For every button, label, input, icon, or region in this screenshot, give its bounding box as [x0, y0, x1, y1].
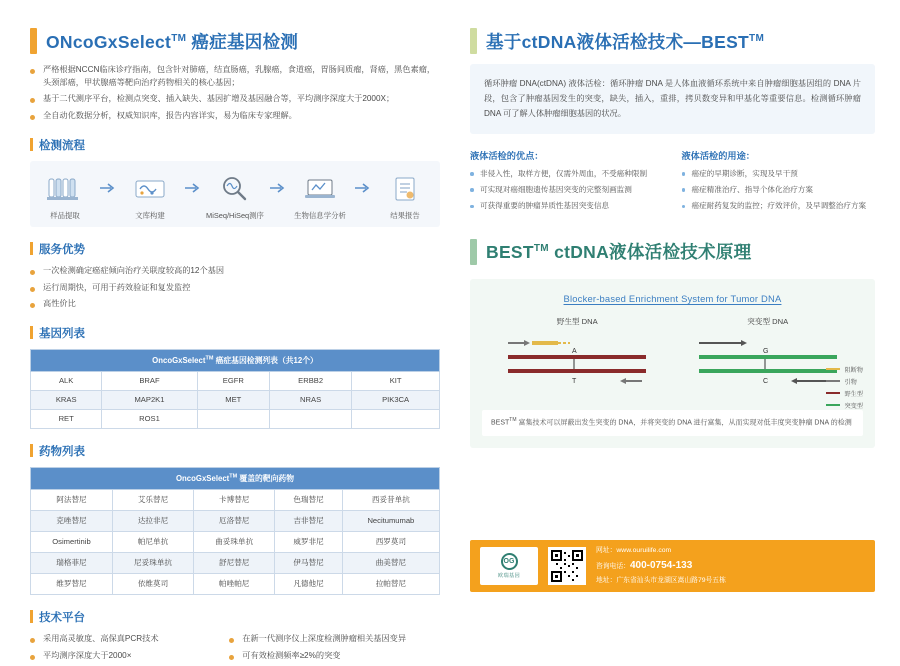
- ctdna-benefit-columns: [470, 148, 875, 217]
- header-rest: 覆盖的靶向药物: [237, 473, 294, 483]
- subheading-platform: [30, 609, 440, 625]
- drug-table-header: [31, 467, 440, 489]
- table-row: [31, 371, 440, 390]
- note-trademark: TM: [509, 416, 517, 423]
- title-main: ONcoGxSelect: [46, 31, 172, 52]
- website-line: [596, 545, 726, 557]
- ctdna-intro-paragraph: 循环肿瘤 DNA(ctDNA) 液体活检：循环肿瘤 DNA 是人体血液循环系统中来自肿瘤细胞基因组的 DNA 片段，包含了肿瘤基因发生的突变，缺失，插入，重排，拷贝数变异和甲基化等重要信息。检测循环肿瘤 DNA 可了解人体肿瘤细胞基因的状况。: [470, 64, 875, 134]
- report-document-icon: [376, 171, 434, 205]
- flow-step-label: 结果报告: [390, 210, 420, 220]
- table-cell: EGFR: [197, 371, 269, 390]
- header-main: OncoGxSelect: [152, 355, 206, 365]
- heading-accent-bar: [470, 28, 477, 54]
- note-prefix: BEST: [491, 419, 510, 427]
- subheading-label: 检测流程: [39, 139, 85, 152]
- flow-arrow-1: [100, 171, 116, 205]
- note-text: 富集技术可以屏蔽出发生突变的 DNA，并将突变的 DNA 进行富集，从而实现对低丰度突变肿瘤 DNA 的检测: [516, 419, 852, 427]
- table-cell: 尼妥珠单抗: [112, 552, 193, 573]
- header-trademark: TM: [229, 473, 238, 480]
- page-title: [46, 29, 298, 54]
- flow-step-sequencing: [206, 171, 264, 221]
- flow-arrow-2: [185, 171, 201, 205]
- flow-arrow-3: [270, 171, 286, 205]
- subheading-accent-bar: [30, 242, 33, 255]
- header-rest: 癌症基因检测列表（共12个）: [213, 355, 318, 365]
- website-value[interactable]: www.ouruilife.com: [616, 547, 672, 555]
- table-cell: 帕唑帕尼: [194, 573, 275, 594]
- table-cell: 拉帕替尼: [342, 573, 439, 594]
- best-caption-text: Blocker-based Enrichment System for Tumor DNA: [563, 292, 782, 304]
- flow-step-bioinformatics: [291, 171, 349, 221]
- list-item: 非侵入性，取样方便，仅需外周血，不受癌种限制: [470, 168, 664, 179]
- left-column: [30, 28, 440, 666]
- list-item: 一次检测确定癌症倾向治疗关联度较高的12个基因: [30, 265, 440, 278]
- table-cell: [352, 409, 440, 428]
- table-cell: 西罗莫司: [342, 531, 439, 552]
- advantages-heading: 液体活检的优点：: [470, 150, 544, 161]
- heading-accent-bar: [470, 239, 477, 265]
- flow-step-label: MiSeq/HiSeq测序: [206, 210, 264, 220]
- table-cell: 厄洛替尼: [194, 510, 275, 531]
- list-item: 平均测序深度大于2000×: [30, 650, 213, 663]
- section-heading-best: [470, 239, 875, 265]
- table-cell: 维罗替尼: [31, 573, 113, 594]
- subheading-label: 技术平台: [39, 611, 85, 624]
- subheading-advantages: [30, 241, 440, 257]
- advantages-list: [30, 265, 440, 311]
- platform-list-right: [229, 633, 440, 666]
- list-item: 采用高灵敏度、高保真PCR技术: [30, 633, 213, 646]
- table-row: [31, 552, 440, 573]
- ctdna-title: [486, 29, 764, 54]
- table-cell: ERBB2: [270, 371, 352, 390]
- table-cell: [270, 409, 352, 428]
- table-cell: 阿法替尼: [31, 489, 113, 510]
- wild-type-column: [490, 316, 665, 398]
- subheading-accent-bar: [30, 444, 33, 457]
- section-heading-ctdna: [470, 28, 875, 54]
- table-cell: 曲妥珠单抗: [194, 531, 275, 552]
- list-item: 运行周期快，可用于药效验证和复发监控: [30, 282, 440, 295]
- table-row: [31, 531, 440, 552]
- phone-value: 400-0754-133: [629, 560, 693, 572]
- legend-label: 野生型: [844, 390, 863, 398]
- list-item: 全自动化数据分析，权威知识库，报告内容详实，易为临床专家理解。: [30, 110, 440, 123]
- table-cell: NRAS: [270, 390, 352, 409]
- table-row: [31, 573, 440, 594]
- subheading-gene-list: [30, 325, 440, 341]
- table-cell: RET: [31, 409, 102, 428]
- table-cell: 卡博替尼: [194, 489, 275, 510]
- subheading-label: 药物列表: [39, 445, 85, 458]
- list-item: 可实现对癌细胞遗传基因突变的完整刻画监测: [470, 184, 664, 195]
- title-trademark: TM: [749, 32, 765, 44]
- tube-rack-icon: [36, 171, 94, 205]
- gene-table: [30, 349, 440, 429]
- subheading-label: 服务优势: [39, 243, 85, 256]
- flow-step-sample: [36, 171, 94, 221]
- table-cell: BRAF: [102, 371, 197, 390]
- table-cell: 达拉非尼: [112, 510, 193, 531]
- platform-lists: [30, 633, 440, 666]
- table-cell: 瑞格菲尼: [31, 552, 113, 573]
- sequencer-icon: [206, 171, 264, 205]
- right-column: [470, 28, 875, 448]
- qr-code-icon: [548, 547, 586, 585]
- legend-swatch: [826, 392, 840, 394]
- table-cell: 舒尼替尼: [194, 552, 275, 573]
- list-item: 可有效检测频率≥2%的突变: [229, 650, 440, 663]
- table-cell: MET: [197, 390, 269, 409]
- dna-legend: [826, 365, 863, 413]
- website-label: 网址：: [596, 547, 617, 555]
- table-cell: 凡德他尼: [275, 573, 342, 594]
- advantages-column: [470, 148, 664, 217]
- table-row: [31, 390, 440, 409]
- svg-text:C: C: [762, 377, 768, 385]
- subheading-workflow: [30, 137, 440, 153]
- subheading-label: 基因列表: [39, 327, 85, 340]
- legend-label: 引物: [844, 378, 857, 386]
- best-principle-panel: [470, 279, 875, 448]
- title-rest: 癌症基因检测: [186, 31, 299, 52]
- list-item: 基于二代测序平台，检测点突变、插入缺失、基因扩增及基因融合等，平均测序深度大于2000X；: [30, 93, 440, 106]
- table-row: [31, 409, 440, 428]
- legend-item: [826, 389, 863, 398]
- title-trademark: TM: [533, 243, 549, 255]
- list-item: 可获得重要的肿瘤异质性基因突变信息: [470, 200, 664, 211]
- table-cell: ROS1: [102, 409, 197, 428]
- subheading-accent-bar: [30, 138, 33, 151]
- table-cell: 威罗非尼: [275, 531, 342, 552]
- workflow-diagram: [30, 161, 440, 227]
- best-note: [482, 410, 863, 436]
- title-rest: ctDNA液体活检技术原理: [548, 242, 752, 263]
- phone-label: 咨询电话：: [596, 563, 630, 571]
- subheading-drug-list: [30, 443, 440, 459]
- table-cell: 色瑞替尼: [275, 489, 342, 510]
- advantages-list: [470, 168, 664, 212]
- header-trademark: TM: [205, 355, 214, 362]
- table-cell: 吉非替尼: [275, 510, 342, 531]
- table-cell: Osimertinib: [31, 531, 113, 552]
- subheading-accent-bar: [30, 610, 33, 623]
- platform-list-left: [30, 633, 213, 666]
- table-cell: 西妥昔单抗: [342, 489, 439, 510]
- laptop-analysis-icon: [291, 171, 349, 205]
- list-item: 癌症的早期诊断，实现及早干预: [682, 168, 876, 179]
- table-cell: ALK: [31, 371, 102, 390]
- list-item: 在新一代测序仪上深度检测肿瘤相关基因变异: [229, 633, 440, 646]
- table-cell: KIT: [352, 371, 440, 390]
- best-title: [486, 239, 751, 264]
- phone-line: [596, 557, 726, 575]
- title-main: 基于ctDNA液体活检技术—BEST: [486, 31, 750, 52]
- section-heading-oncogxselect: [30, 28, 440, 54]
- table-header-row: [31, 467, 440, 489]
- uses-column: [682, 148, 876, 217]
- contact-details: [596, 545, 726, 586]
- legend-item: [826, 401, 863, 410]
- table-cell: 依维莫司: [112, 573, 193, 594]
- dna-comparison: [482, 316, 863, 398]
- mutant-type-diagram: [693, 333, 843, 393]
- legend-swatch: [826, 404, 840, 406]
- table-header-row: [31, 349, 440, 371]
- wild-type-diagram: [502, 333, 652, 393]
- list-item: 癌症耐药复发的监控；疗效评价，及早调整治疗方案: [682, 200, 876, 211]
- legend-swatch: [826, 380, 840, 382]
- flow-arrow-4: [355, 171, 371, 205]
- address-line: 地址：广东省汕头市龙湖区嵩山路79号五栋: [596, 576, 726, 584]
- svg-text:G: G: [762, 347, 769, 355]
- uses-heading: 液体活检的用途：: [681, 150, 755, 161]
- drug-table: [30, 467, 440, 595]
- table-cell: 伊马替尼: [275, 552, 342, 573]
- best-caption: [482, 293, 863, 304]
- table-cell: MAP2K1: [102, 390, 197, 409]
- table-cell: 克唑替尼: [31, 510, 113, 531]
- company-logo: [480, 547, 538, 585]
- mutant-type-label: 突变型 DNA: [747, 316, 789, 326]
- header-main: OncoGxSelect: [175, 473, 230, 483]
- legend-item: [826, 365, 863, 374]
- table-cell: 帕尼单抗: [112, 531, 193, 552]
- legend-swatch: [826, 368, 840, 370]
- legend-label: 突变型: [844, 402, 863, 410]
- title-main: BEST: [486, 242, 534, 263]
- flow-step-report: [376, 171, 434, 221]
- logo-text: 欧瑞基因: [498, 573, 520, 579]
- table-row: [31, 489, 440, 510]
- table-cell: PIK3CA: [352, 390, 440, 409]
- list-item: 高性价比: [30, 298, 440, 311]
- gene-table-header: [31, 349, 440, 371]
- table-cell: Necitumumab: [342, 510, 439, 531]
- legend-label: 阻断物: [844, 366, 863, 374]
- subheading-accent-bar: [30, 326, 33, 339]
- flow-step-label: 文库构建: [135, 210, 165, 220]
- svg-text:T: T: [572, 377, 577, 385]
- flow-step-label: 样品提取: [50, 210, 80, 220]
- library-prep-icon: [121, 171, 179, 205]
- wild-type-label: 野生型 DNA: [556, 316, 598, 326]
- svg-text:A: A: [572, 347, 577, 355]
- legend-item: [826, 377, 863, 386]
- footer-contact-bar: [470, 540, 875, 592]
- uses-list: [682, 168, 876, 212]
- table-cell: [197, 409, 269, 428]
- table-row: [31, 510, 440, 531]
- heading-accent-bar: [30, 28, 37, 54]
- flow-step-label: 生物信息学分析: [294, 210, 346, 220]
- list-item: 严格根据NCCN临床诊疗指南，包含针对肺癌，结直肠癌，乳腺癌，食道癌，胃肠间质瘤，肾癌，黑色素瘤，头颈部癌，甲状腺癌等靶向治疗药物相关的核心基因；: [30, 64, 440, 89]
- table-cell: 艾乐替尼: [112, 489, 193, 510]
- table-cell: KRAS: [31, 390, 102, 409]
- logo-mark-icon: OG: [501, 553, 518, 570]
- flow-step-library: [121, 171, 179, 221]
- title-trademark: TM: [171, 32, 187, 44]
- table-cell: 曲美替尼: [342, 552, 439, 573]
- list-item: 癌症精准治疗、指导个体化治疗方案: [682, 184, 876, 195]
- intro-bullet-list: [30, 64, 440, 123]
